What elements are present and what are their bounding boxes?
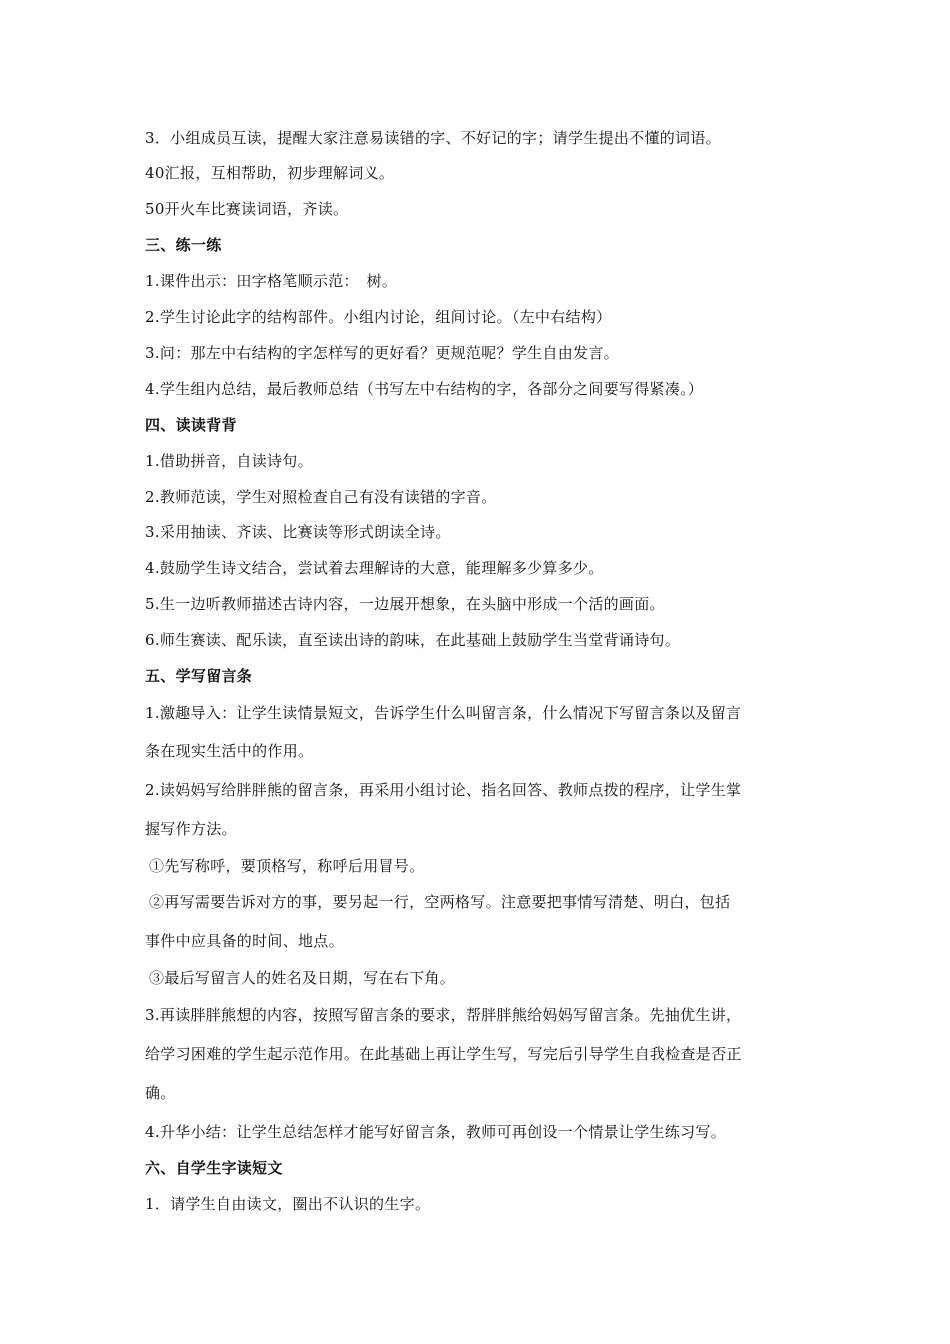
- text-line: 3．小组成员互读，提醒大家注意易读错的字、不好记的字；请学生提出不懂的词语。: [145, 129, 721, 147]
- text-line: 1.激趣导入：让学生读情景短文，告诉学生什么叫留言条，什么情况下写留言条以及留言: [145, 704, 742, 722]
- section-heading: 五、学写留言条: [145, 667, 253, 685]
- text-line: 条在现实生活中的作用。: [145, 742, 314, 760]
- text-line: 6.师生赛读、配乐读，直至读出诗的韵味，在此基础上鼓励学生当堂背诵诗句。: [145, 631, 681, 649]
- text-line: 5.生一边听教师描述古诗内容，一边展开想象，在头脑中形成一个活的画面。: [145, 595, 665, 613]
- text-line: 1．请学生自由读文，圈出不认识的生字。: [145, 1195, 431, 1213]
- text-line: 2.读妈妈写给胖胖熊的留言条，再采用小组讨论、指名回答、教师点拨的程序，让学生掌: [145, 781, 742, 799]
- text-line: 1.课件出示：田字格笔顺示范： 树。: [145, 272, 398, 290]
- text-line: 3.问：那左中右结构的字怎样写的更好看？更规范呢？学生自由发言。: [145, 344, 619, 362]
- text-line: 1.借助拼音，自读诗句。: [145, 452, 313, 470]
- text-line: 4.学生组内总结，最后教师总结（书写左中右结构的字，各部分之间要写得紧凑。）: [145, 380, 704, 398]
- text-line: 2.学生讨论此字的结构部件。小组内讨论，组间讨论。（左中右结构）: [145, 308, 612, 326]
- text-line: ①先写称呼，要顶格写，称呼后用冒号。: [149, 857, 425, 875]
- section-heading: 四、读读背背: [145, 416, 237, 434]
- section-heading: 六、自学生字读短文: [145, 1159, 283, 1177]
- text-line: 事件中应具备的时间、地点。: [145, 932, 344, 950]
- text-line: 3.再读胖胖熊想的内容，按照写留言条的要求，帮胖胖熊给妈妈写留言条。先抽优生讲，: [145, 1006, 742, 1024]
- text-line: 40汇报，互相帮助，初步理解词义。: [145, 164, 395, 182]
- text-line: 4.升华小结：让学生总结怎样才能写好留言条，教师可再创设一个情景让学生练习写。: [145, 1123, 727, 1141]
- text-line: 给学习困难的学生起示范作用。在此基础上再让学生写，写完后引导学生自我检查是否正: [145, 1045, 742, 1063]
- text-line: 3.采用抽读、齐读、比赛读等形式朗读全诗。: [145, 523, 451, 541]
- text-line: 2.教师范读，学生对照检查自己有没有读错的字音。: [145, 488, 497, 506]
- text-line: 50开火车比赛读词语，齐读。: [145, 200, 349, 218]
- text-line: ③最后写留言人的姓名及日期，写在右下角。: [149, 969, 456, 987]
- section-heading: 三、练一练: [145, 236, 222, 254]
- text-line: ②再写需要告诉对方的事，要另起一行，空两格写。注意要把事情写清楚、明白，包括: [149, 893, 731, 911]
- text-line: 4.鼓励学生诗文结合，尝试着去理解诗的大意，能理解多少算多少。: [145, 559, 604, 577]
- text-line: 握写作方法。: [145, 820, 237, 838]
- text-line: 确。: [145, 1084, 176, 1102]
